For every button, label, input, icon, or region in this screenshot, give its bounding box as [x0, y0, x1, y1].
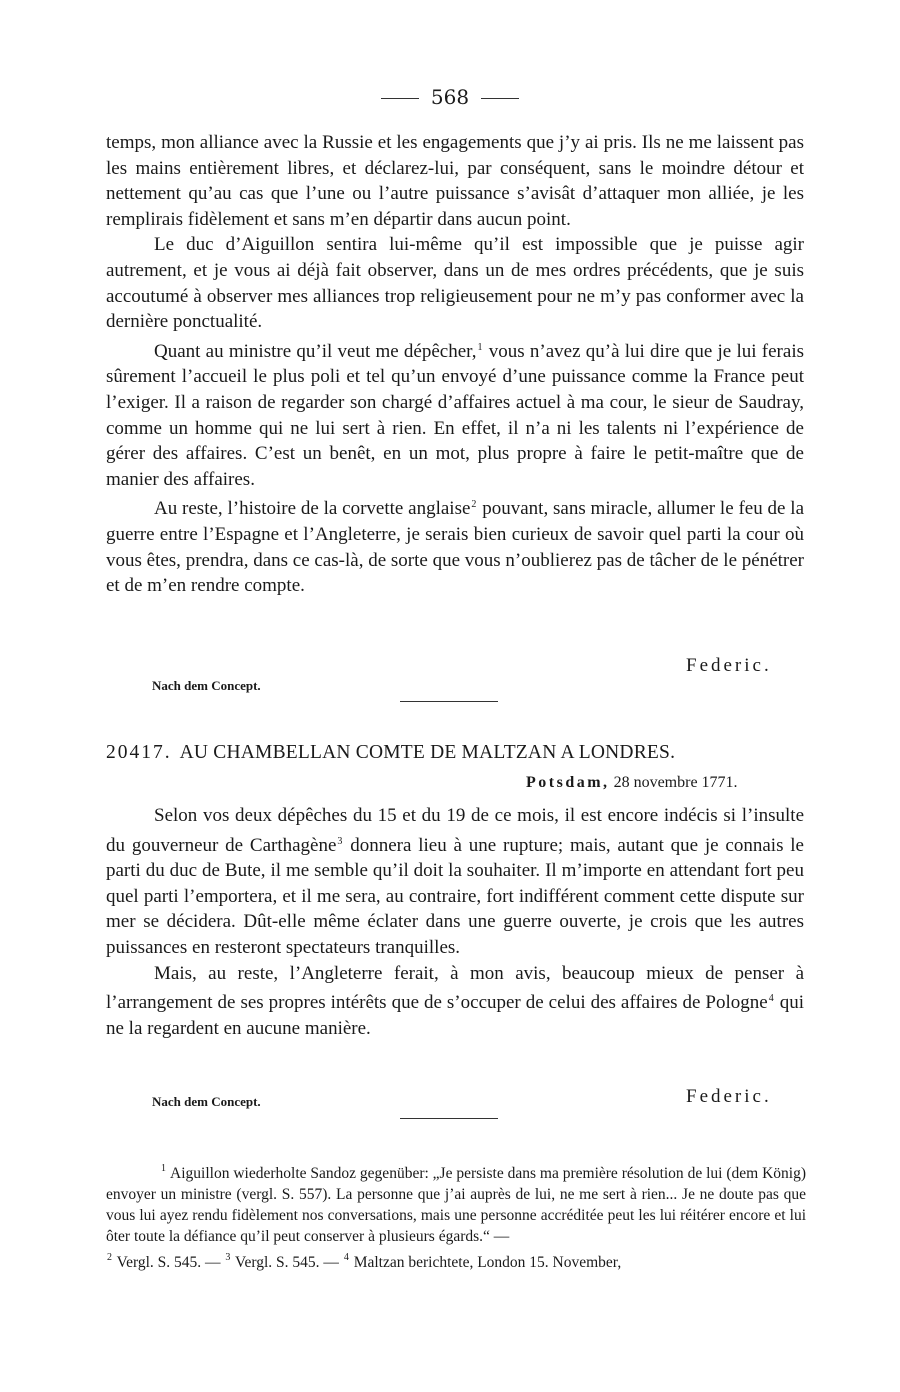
letter-body-continued — [106, 130, 804, 599]
paragraph: Le duc d’Aiguillon sentira lui-même qu’il est impossible que je puisse agir autrement, et je vous ai déjà fait observer, dans un de mes ordres précédents, que je suis accoutumé à observer mes alliances trop religieusement pour ne m’y pas conformer avec la dernière ponctualité. — [106, 234, 804, 333]
source-note: Nach dem Concept. — [152, 678, 261, 693]
paragraph-text: Mais, au reste, l’Angleterre ferait, à mon avis, beaucoup mieux de penser à l’arrangement de ses propres intérêts que de s’occuper de celui des affaires de Pologne — [106, 962, 804, 1014]
page-number-line — [0, 85, 900, 109]
signature: Federic. — [686, 1086, 772, 1107]
paragraph-text: qui ne la regardent en aucune manière. — [106, 992, 804, 1039]
letter-body — [106, 803, 804, 1041]
footnote-divider — [400, 1118, 498, 1119]
section-divider — [400, 701, 498, 702]
footnote-mark: 1 — [161, 1163, 166, 1174]
page-number-dash-right — [481, 98, 519, 99]
footnote-ref: 4 — [768, 993, 774, 1005]
paragraph — [106, 492, 804, 598]
paragraph-text: Selon vos deux dépêches du 15 et du 19 de ce mois, il est encore indécis si l’insulte du gouverneur de Carthagène — [106, 805, 804, 856]
paragraph-text: pouvant, sans miracle, allumer le feu de la guerre entre l’Espagne et l’Angleterre, je serais bien curieux de savoir quel parti la cour où vous êtes, prendra, dans ce cas-là, de sorte que vous n’oublierez pas de tâcher de le pénétrer et de m’en rendre compte. — [106, 498, 805, 597]
footnote-ref: 1 — [477, 341, 483, 353]
letter-number: 20417. — [106, 742, 172, 763]
paragraph — [106, 335, 804, 493]
source-note: Nach dem Concept. — [152, 1094, 261, 1109]
footnote-line — [106, 1247, 806, 1273]
footnote-mark: 2 — [107, 1252, 112, 1263]
page-number-dash-left — [381, 98, 419, 99]
footnote-text: Aiguillon wiederholte Sandoz gegenüber: „Je persiste dans ma première résolution de lui (dem König) envoyer un ministre (vergl. S. 557). La personne que j’ai auprès de lui, ne me sert à rien... Je ne doute pas que vous lui ayez rendu fidèlement nos conversations, mais une personne accréditée peut les lui réitérer encore et lui ôter toute la défiance qu’il peut conserver à plusieurs égards.“ — — [106, 1165, 806, 1245]
date: 28 novembre 1771. — [613, 774, 738, 791]
paragraph-text: Quant au ministre qu’il veut me dépêcher, — [154, 340, 477, 362]
letter-heading — [106, 742, 806, 764]
footnote-ref: 2 — [471, 499, 477, 511]
paragraph — [106, 803, 804, 961]
place: Potsdam, — [526, 774, 610, 791]
signature: Federic. — [686, 655, 772, 676]
footnote-mark: 4 — [343, 1252, 349, 1263]
footnote-mark: 3 — [225, 1252, 231, 1263]
footnote-text: Maltzan berichtete, London 15. November, — [353, 1254, 622, 1271]
place-date — [526, 774, 738, 792]
footnote-text: Vergl. S. 545. — — [235, 1254, 339, 1271]
footnote — [106, 1158, 806, 1247]
paragraph-text: donnera lieu à une rupture; mais, autant que je connais le parti du duc de Bute, il me semble qu’il doit la souhaiter. Il m’importe en attendant fort peu quel parti l’emportera, et il me sera, au contraire, fort indifférent comment cette dispute sur mer se décidera. Dût-elle même éclater dans une guerre ouverte, je crois que les autres puissances en resteront spectateurs tranquilles. — [106, 834, 804, 958]
page-number: 568 — [430, 85, 470, 109]
footnote-ref: 3 — [337, 835, 343, 847]
footnote-text: Vergl. S. 545. — — [116, 1254, 221, 1271]
footnotes — [106, 1158, 806, 1273]
paragraph — [106, 961, 804, 1042]
paragraph-text: Au reste, l’histoire de la corvette anglaise — [154, 498, 471, 520]
paragraph: temps, mon alliance avec la Russie et les engagements que j’y ai pris. Ils ne me laissent pas les mains entièrement libres, et déclarez-lui, par conséquent, sans le moindre détour et nettement qu’au cas que l’une ou l’autre puissance s’avisât d’attaquer mon alliée, je les remplirais fidèlement et sans m’en départir dans aucun point. — [106, 132, 804, 230]
letter-title: AU CHAMBELLAN COMTE DE MALTZAN A LONDRES. — [179, 742, 676, 763]
paragraph-text: vous n’avez qu’à lui dire que je lui ferais sûrement l’accueil le plus poli et tel qu’un envoyé d’une puissance comme la France peut l’exiger. Il a raison de regarder son chargé d’affaires actuel à ma cour, le sieur de Saudray, comme un homme qui ne lui sert à rien. En effet, il n’a ni les talents ni l’expérience de gérer des affaires. C’est un benêt, en un mot, plus propre à faire le petit-maître que de manier des affaires. — [106, 340, 804, 490]
